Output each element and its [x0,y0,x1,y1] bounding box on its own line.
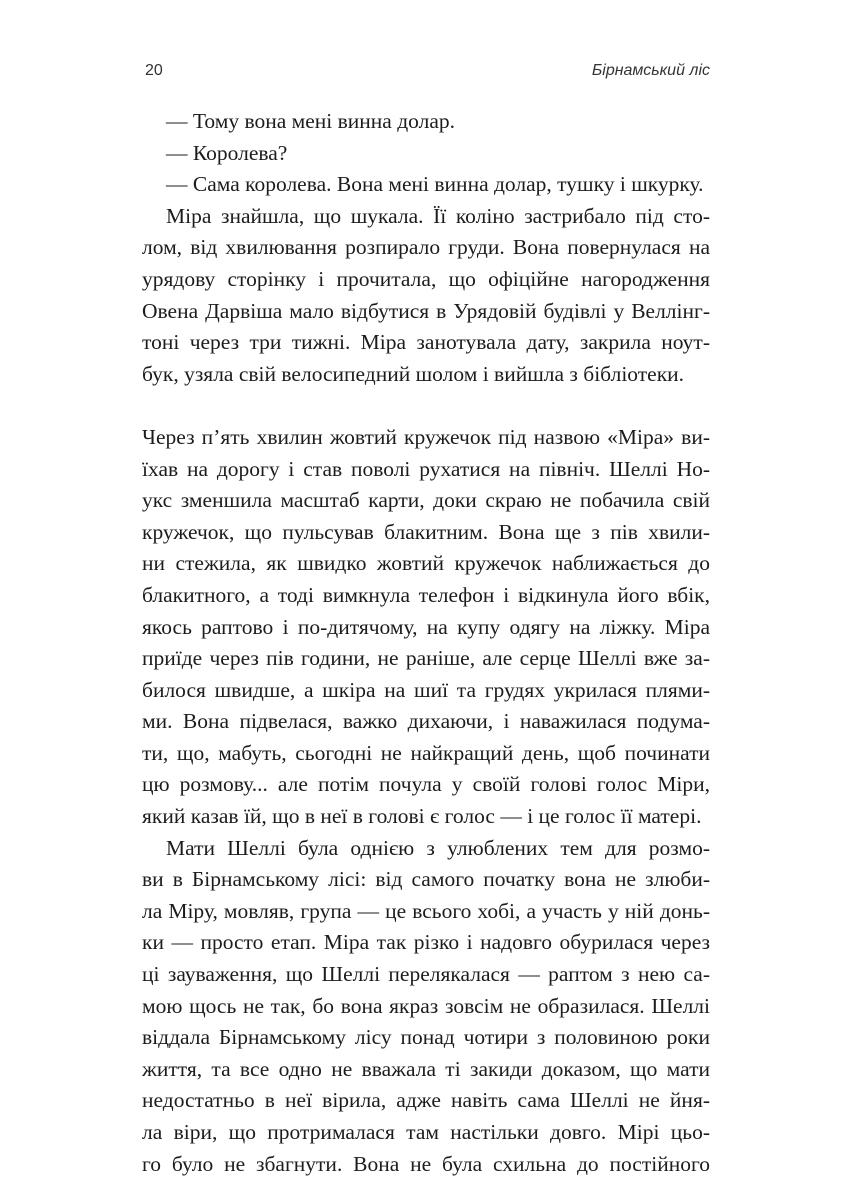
text-line: життя, та все одно не вважала ті закиди доказом, що мати [142,1056,710,1081]
text-line: ла Міру, мовляв, група — це всього хобі, а участь у ній донь- [142,898,710,923]
book-title: Бірнамський ліс [591,62,710,79]
running-head [145,62,710,86]
text-line: лом, від хвилювання розпирало груди. Вона повернулася на [142,235,710,260]
text-line: ти, що, мабуть, сьогодні не найкращий день, щоб починати [142,740,710,765]
text-line: урядову сторінку і прочитала, що офіційне нагородження [142,266,710,291]
text-line: кружечок, що пульсував блакитним. Вона ще з пів хвили- [142,519,710,544]
body-text [142,106,710,1180]
text-line: приїде через пів години, не раніше, але серце Шеллі вже за- [142,646,710,671]
text-line: ла віри, що протрималася там настільки довго. Мірі цьо- [142,1120,710,1144]
text-line: мою щось не так, бо вона якраз зовсім не образилася. Шеллі [142,993,710,1018]
text-line: їхав на дорогу і став поволі рухатися на північ. Шеллі Но- [142,456,710,481]
text-line: — Тому вона мені винна долар. [166,109,456,133]
text-line: тоні через три тижні. Міра занотувала дату, закрила ноут- [142,330,710,355]
text-line: недостатньо в неї вірила, адже навіть сама Шеллі не йня- [142,1088,710,1113]
text-line: віддала Бірнамському лісу понад чотири з половиною роки [142,1025,710,1050]
text-line: блакитного, а тоді вимкнула телефон і відкинула його вбік, [142,582,710,607]
text-line: Міра знайшла, що шукала. Її коліно застрибало під сто- [166,203,710,228]
section-break [142,390,710,422]
page-number: 20 [145,62,163,79]
text-line: Овена Дарвіша мало відбутися в Урядовій будівлі у Веллінг- [142,298,710,323]
text-line: ці зауваження, що Шеллі перелякалася — раптом з нею са- [142,962,710,987]
text-line: який казав їй, що в неї в голові є голос — і це голос її матері. [142,804,702,829]
text-line: билося швидше, а шкіра на шиї та грудях укрилася плями- [142,677,710,702]
text-line: ни стежила, як швидко жовтий кружечок наближається до [142,551,710,576]
text-line: Через п’ять хвилин жовтий кружечок під назвою «Міра» ви- [142,424,710,449]
text-line: ми. Вона підвелася, важко дихаючи, і наважилася подума- [142,709,710,734]
text-line: го було не збагнути. Вона не була схильна до постійного [142,1151,710,1176]
text-line: ви в Бірнамському лісі: від самого початку вона не злюби- [142,867,710,892]
text-line: ки — просто етап. Міра так різко і надовго обурилася через [142,930,710,955]
text-line: укс зменшила масштаб карти, доки скраю не побачила свій [142,488,710,513]
text-line: Мати Шеллі була однією з улюблених тем для розмо- [166,835,710,860]
text-line: цю розмову... але потім почула у своїй голові голос Міри, [142,772,710,797]
text-line: — Королева? [166,140,288,165]
text-line: бук, узяла свій велосипедний шолом і вийшла з бібліотеки. [142,361,685,386]
text-line: — Сама королева. Вона мені винна долар, тушку і шкурку. [166,172,704,197]
text-line: якось раптово і по-дитячому, на купу одягу на ліжку. Міра [142,614,710,639]
